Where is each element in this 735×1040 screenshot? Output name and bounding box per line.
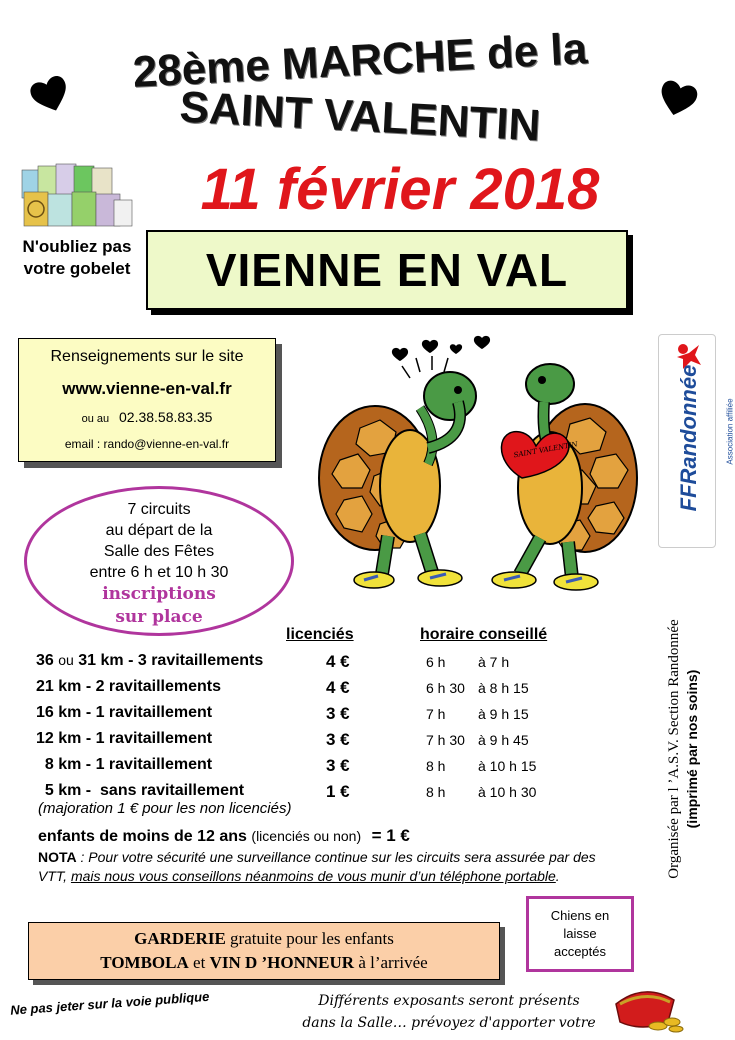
garderie-line-2: TOMBOLA et VIN D ’HONNEUR à l’arrivée (100, 953, 428, 972)
heart-icon-right (656, 76, 700, 120)
dogs-line-3: acceptés (553, 944, 607, 959)
exhibitors-line-2: dans la Salle… prévoyez d'apporter votre (302, 1015, 596, 1031)
circuits-line-1: 7 circuits (127, 501, 191, 518)
garderie-line-1: GARDERIE gratuite pour les enfants (134, 929, 394, 948)
end-time: à 10 h 30 (478, 784, 537, 800)
info-title: Renseignements sur le site (50, 348, 244, 365)
circuit-label: 12 km - 1 ravitaillement (36, 730, 213, 747)
phone-number[interactable]: 02.38.58.83.35 (119, 409, 213, 425)
turtles-illustration (300, 328, 650, 598)
start-time: 8 h (426, 758, 446, 774)
small-heart-icon (392, 348, 408, 361)
children-paren: (licenciés ou non) (251, 828, 362, 844)
place-banner: VIENNE EN VAL (146, 230, 628, 310)
circuit-price: 4 € (326, 652, 350, 671)
table-row (36, 704, 556, 730)
table-row (36, 652, 556, 678)
start-time: 7 h (426, 706, 446, 722)
end-time: à 7 h (478, 654, 510, 670)
inscriptions-line-1: inscriptions (102, 584, 216, 604)
circuit-label: 36 ou 31 km - 3 ravitaillements (36, 652, 264, 669)
small-heart-icon (422, 340, 438, 353)
children-price (38, 826, 410, 846)
nota-text-3: . (555, 868, 560, 884)
table-row (36, 756, 556, 782)
phone-prefix: ou au (81, 413, 110, 425)
header-licencies: licenciés (286, 626, 354, 643)
phone-line (19, 409, 275, 425)
event-date: 11 février 2018 (200, 157, 600, 222)
circuit-label: 16 km - 1 ravitaillement (36, 704, 213, 721)
end-time: à 8 h 15 (478, 680, 529, 696)
heart-label: SAINT VALENTIN (513, 440, 579, 460)
ffr-subtitle: Association affiliée (725, 398, 735, 465)
cup-reminder (12, 236, 142, 280)
majoration-note: (majoration 1 € pour les non licenciés) (38, 800, 292, 817)
start-time: 8 h (426, 784, 446, 800)
circuit-price: 3 € (326, 756, 350, 775)
circuits-line-4: entre 6 h et 10 h 30 (89, 564, 229, 581)
organiser-line-2: (imprimé par nos soins) (684, 669, 700, 829)
end-time: à 10 h 15 (478, 758, 537, 774)
ffr-logo-text: FFRandonnée (676, 364, 701, 512)
circuit-price: 3 € (326, 730, 350, 749)
nota-label: NOTA (38, 849, 77, 865)
start-time: 6 h (426, 654, 446, 670)
small-heart-icon (450, 344, 462, 354)
circuit-price: 1 € (326, 782, 350, 801)
info-box (18, 338, 276, 462)
end-time: à 9 h 45 (478, 732, 529, 748)
cup-reminder-line-1: N'oubliez pas (22, 237, 132, 256)
end-time: à 9 h 15 (478, 706, 529, 722)
cups-icon (18, 160, 136, 232)
circuit-price: 4 € (326, 678, 350, 697)
litter-notice: Ne pas jeter sur la voie publique (9, 988, 210, 1018)
email-line[interactable]: email : rando@vienne-en-val.fr (64, 437, 230, 451)
circuits-line-2: au départ de la (105, 522, 213, 539)
title-line-2: SAINT VALENTIN (178, 82, 542, 151)
nota-text-1: : Pour votre sécurité une surveillance continue sur les circuits sera assurée par des VTT, (38, 849, 596, 884)
circuits-line-3: Salle des Fêtes (103, 543, 215, 560)
header-horaire: horaire conseillé (420, 626, 548, 643)
children-amount: = 1 € (371, 826, 410, 845)
circuit-label: 21 km - 2 ravitaillements (36, 678, 221, 695)
children-label: enfants de moins de 12 ans (38, 828, 247, 845)
website-link[interactable]: www.vienne-en-val.fr (62, 379, 232, 398)
circuit-label: 5 km - sans ravitaillement (36, 782, 245, 799)
start-time: 7 h 30 (426, 732, 465, 748)
nota-paragraph (38, 848, 628, 886)
inscriptions-line-2: sur place (115, 607, 203, 627)
table-row (36, 730, 556, 756)
circuit-price: 3 € (326, 704, 350, 723)
cup-reminder-line-2: votre gobelet (23, 259, 131, 278)
circuits-ellipse (24, 486, 294, 636)
title-line-1: 28ème MARCHE de la (131, 24, 589, 97)
nota-text-2: mais nous vous conseillons néanmoins de vous munir d’un téléphone portable (70, 868, 556, 884)
exhibitors-line-1: Différents exposants seront présents (318, 993, 580, 1009)
dogs-box (526, 896, 634, 972)
table-row (36, 678, 556, 704)
heart-icon-left (28, 72, 72, 116)
exhibitors-note (284, 990, 614, 1034)
organiser-line-1: Organisée par l ’A.S.V. Section Randonnée (666, 619, 682, 879)
small-heart-icon (474, 336, 490, 349)
organiser-note (665, 539, 700, 959)
circuit-label: 8 km - 1 ravitaillement (36, 756, 213, 773)
purse-icon (610, 982, 686, 1034)
ffr-badge (658, 334, 735, 548)
garderie-box (28, 922, 500, 980)
dogs-line-1: Chiens en (550, 908, 610, 923)
dogs-line-2: laisse (563, 926, 597, 941)
start-time: 6 h 30 (426, 680, 465, 696)
